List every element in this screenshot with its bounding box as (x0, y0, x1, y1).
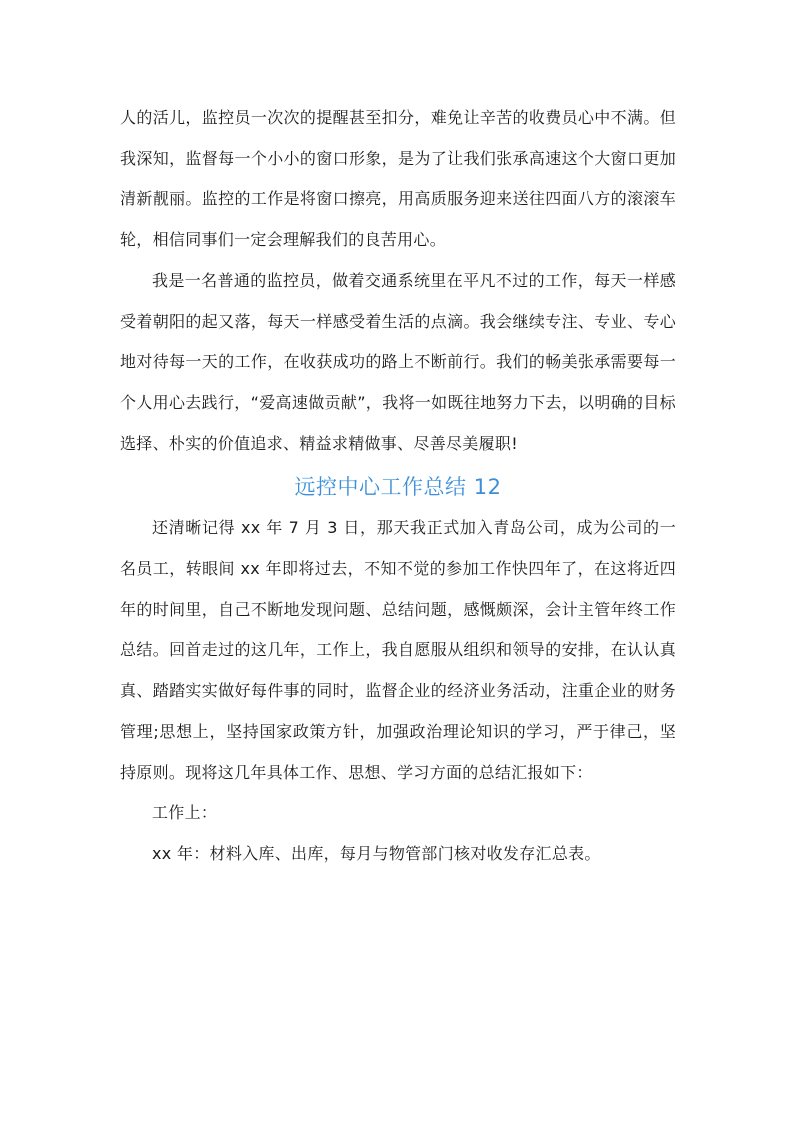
paragraph-intro: 还清晰记得 xx 年 7 月 3 日，那天我正式加入青岛公司，成为公司的一名员工，转眼间 xx 年即将过去，不知不觉的参加工作快四年了，在这将近四年的时间里，自己不断地发现问题、总结问题，感慨颇深，会计主管年终工作总结。回首走过的这几年，工作上，我自愿服从组织和领导的安排，在认认真真、踏踏实实做好每件事的同时，监督企业的经济业务活动，注重企业的财务管理;思想上，坚持国家政策方针，加强政治理论知识的学习，严于律己，坚持原则。现将这几年具体工作、思想、学习方面的总结汇报如下： (120, 518, 676, 782)
paragraph-continued: 人的活儿，监控员一次次的提醒甚至扣分，难免让辛苦的收费员心中不满。但我深知，监督每一个小小的窗口形象，是为了让我们张承高速这个大窗口更加清新靓丽。监控的工作是将窗口擦亮，用高质服务迎来送往四面八方的滚滚车轮，相信同事们一定会理解我们的良苦用心。 (120, 108, 676, 250)
paragraph-work-heading: 工作上： (152, 803, 218, 823)
document-page (120, 98, 676, 875)
section-title: 远控中心工作总结 12 (294, 475, 502, 500)
paragraph-year-item: xx 年：材料入库、出库，每月与物管部门核对收发存汇总表。 (152, 843, 601, 863)
paragraph-monitor-role: 我是一名普通的监控员，做着交通系统里在平凡不过的工作，每天一样感受着朝阳的起又落，每天一样感受着生活的点滴。我会继续专注、专业、专心地对待每一天的工作，在收获成功的路上不断前行。我们的畅美张承需要每一个人用心去践行，“爱高速做贡献”，我将一如既往地努力下去，以明确的目标选择、朴实的价值追求、精益求精做事、尽善尽美履职! (120, 270, 676, 453)
